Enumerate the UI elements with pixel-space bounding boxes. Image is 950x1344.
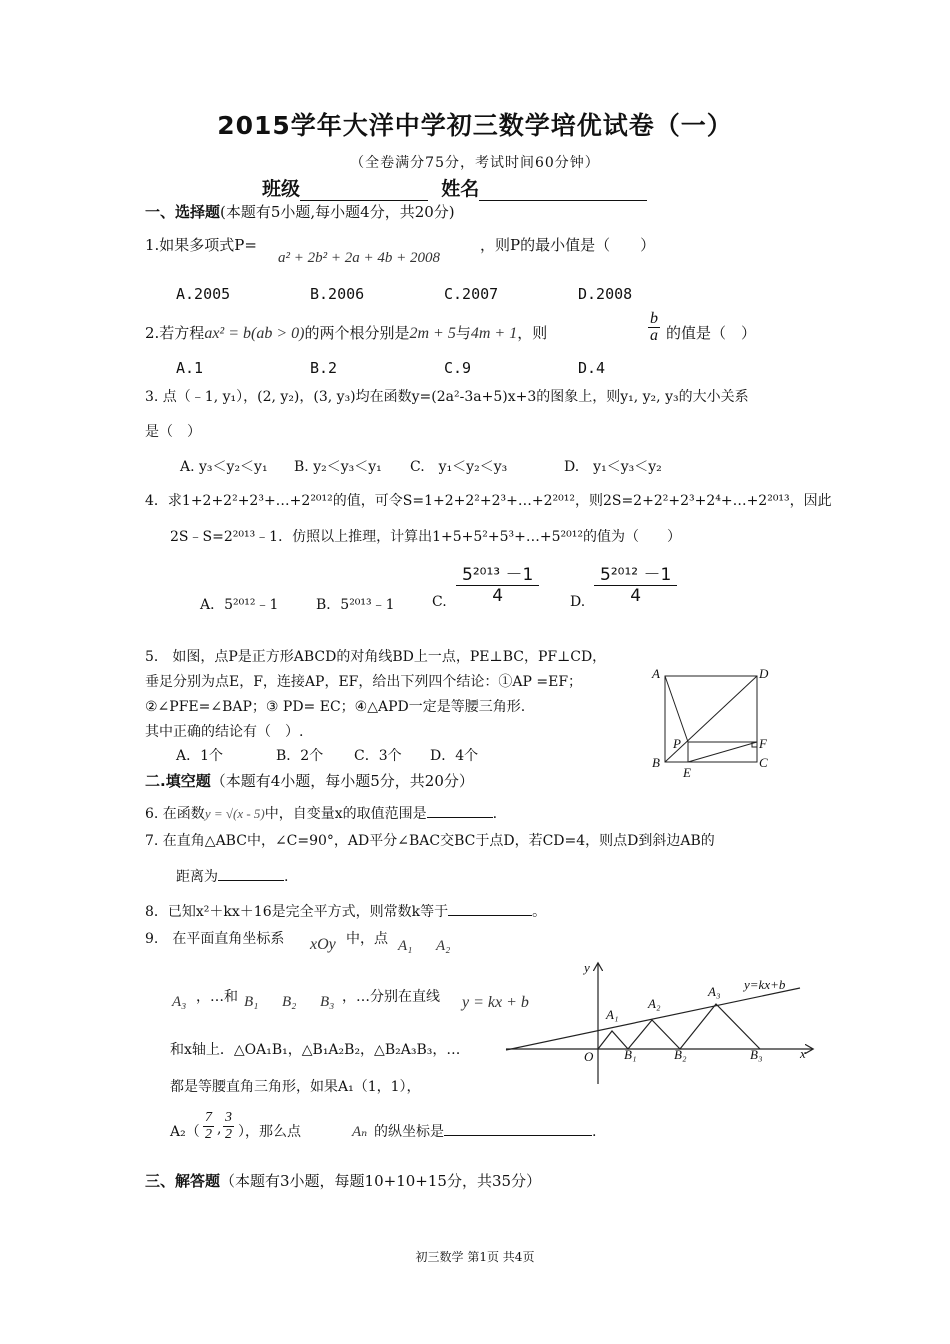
graph-label-b3: B₃ (750, 1047, 763, 1062)
q2-fraction: $\frac{b}{a}$ (650, 310, 658, 344)
q9-line-5: A₂（ (170, 1124, 200, 1140)
label-d: D (759, 666, 769, 681)
graph-label-b1: B₁ (624, 1047, 637, 1062)
question-2: 2.若方程ax² = b(ab > 0)的两个根分别是2m + 5与4m + 1，则 (145, 324, 548, 342)
q9-line-2b: ，…分别在直线 (342, 989, 440, 1005)
page-subtitle: （全卷满分75分，考试时间60分钟） (350, 155, 600, 171)
q5-line-4: 其中正确的结论有（ ）. (145, 724, 304, 740)
q3-option-a[interactable]: A. y₃＜y₂＜y₁ (180, 459, 268, 475)
q1-option-d[interactable]: D.2008 (578, 285, 633, 303)
q4-option-b[interactable]: B．5²⁰¹³﹣1 (316, 597, 395, 613)
name-label: 姓名 (441, 178, 480, 200)
q5-option-a[interactable]: A．1个 (176, 748, 224, 764)
label-p: P (673, 736, 681, 751)
graph-label-b2: B₂ (674, 1047, 687, 1062)
question-3: 3. 点（﹣1, y₁），(2, y₂)，(3, y₃)均在函数y=(2a²-3a+5)x+3的图象上，则y₁, y₂, y₃的大小关系 (145, 389, 749, 405)
q2-option-c[interactable]: C.9 (444, 359, 472, 377)
q5-options (176, 745, 478, 765)
graph-label-a2: A₂ (648, 996, 661, 1011)
q9-comma: , (217, 1121, 222, 1137)
page-footer: 初三数学 第1页 共4页 (415, 1250, 535, 1264)
q5-option-d[interactable]: D．4个 (430, 748, 479, 764)
q9-line-3: 和x轴上．△OA₁B₁，△B₁A₂B₂，△B₂A₃B₃，… (170, 1042, 461, 1058)
q6-answer-blank[interactable] (427, 817, 493, 818)
q9-fraction-2: $\frac{3}{2}$ (225, 1110, 232, 1142)
q9-a2: A₂ (436, 938, 451, 954)
q9-coordinate-graph (500, 958, 830, 1088)
q1-option-b[interactable]: B.2006 (310, 285, 365, 303)
q1-options (176, 285, 632, 303)
section-3-heading: 三、解答题（本题有3小题，每题10+10+15分，共35分） (145, 1172, 542, 1190)
q9-line-4: 都是等腰直角三角形，如果A₁（1，1）， (170, 1079, 421, 1095)
q8-answer-blank[interactable] (448, 915, 532, 916)
q9-line-5c: 的纵坐标是 . (374, 1124, 597, 1140)
q4-option-c[interactable]: 5²⁰¹³ －1 4 (456, 560, 539, 606)
q2-suffix: 的值是（ ） (666, 324, 757, 342)
label-f: F (759, 736, 767, 751)
question-6: 6. 在函数y = √(x - 5)中，自变量x的取值范围是 . (145, 806, 498, 822)
graph-label-x: x (800, 1046, 806, 1061)
q3-option-c[interactable]: C. y₁＜y₂＜y₃ (410, 459, 508, 475)
q5-option-b[interactable]: B．2个 (276, 748, 324, 764)
q1-suffix: ，则P的最小值是（ ） (480, 236, 656, 254)
graph-label-line: y=kx+b (744, 977, 786, 992)
class-field[interactable] (300, 182, 428, 201)
segment-ef (688, 742, 757, 762)
label-a: A (652, 666, 660, 681)
q9-line-1b: 中，点 (346, 931, 388, 947)
q5-option-c[interactable]: C．3个 (354, 748, 402, 764)
q2-root-2: 4m + 1 (470, 325, 518, 342)
label-b: B (652, 755, 660, 770)
q9-answer-blank[interactable] (444, 1135, 592, 1136)
q2-equation: ax² = b(ab > 0) (204, 325, 305, 342)
q2-root-1: 2m + 5 (409, 325, 456, 342)
q7-answer-blank[interactable] (218, 880, 284, 881)
q4-line-2: 2S﹣S=2²⁰¹³﹣1．仿照以上推理，计算出1+5+5²+5³+…+5²⁰¹²的值为（ ） (170, 529, 681, 545)
q5-line-2: 垂足分别为点E，F，连接AP，EF，给出下列四个结论：①AP =EF； (145, 674, 583, 690)
q3-line-2: 是（ ） (145, 424, 201, 440)
q1-option-a[interactable]: A.2005 (176, 285, 231, 303)
q2-options (176, 359, 605, 377)
q9-b2: B₂ (282, 994, 297, 1010)
section-1-heading: 一、选择题(本题有5小题,每小题4分，共20分) (145, 203, 455, 221)
q4-option-d[interactable]: 5²⁰¹² －1 4 (594, 560, 677, 606)
q5-line-3: ②∠PFE=∠BAP；③ PD= EC；④△APD一定是等腰三角形. (145, 699, 526, 715)
q7-line-2: 距离为 . (176, 869, 289, 885)
question-1: 1.如果多项式P= (145, 236, 257, 254)
q9-an: Aₙ (352, 1124, 368, 1140)
question-9: 9. 在平面直角坐标系 (145, 931, 285, 947)
name-field[interactable] (479, 182, 647, 201)
q9-xoy: xOy (310, 936, 336, 953)
q4-option-c-label[interactable]: C. (432, 594, 447, 610)
q9-line-equation: y = kx + b (462, 994, 529, 1011)
q2-option-b[interactable]: B.2 (310, 359, 338, 377)
q4-option-a[interactable]: A．5²⁰¹²﹣1 (200, 597, 279, 613)
graph-label-a1: A₁ (606, 1007, 619, 1022)
q9-line-5b: ），那么点 (238, 1124, 301, 1140)
triangle-chain (598, 1004, 760, 1049)
section-2-heading: 二.填空题（本题有4小题，每小题5分，共20分） (145, 772, 474, 790)
q6-expression: y = √(x - 5) (204, 806, 265, 821)
label-e: E (683, 765, 691, 780)
segment-ap (665, 676, 688, 742)
q4-option-d-label[interactable]: D. (570, 594, 586, 610)
student-info (262, 174, 647, 201)
q3-option-d[interactable]: D. y₁＜y₃＜y₂ (564, 459, 662, 475)
label-c: C (759, 755, 768, 770)
page-title: 2015学年大洋中学初三数学培优试卷（一） (217, 111, 733, 140)
q3-options (180, 456, 662, 476)
graph-label-a3: A₃ (708, 984, 721, 999)
q9-b3: B₃ (320, 994, 335, 1010)
class-label: 班级 (262, 178, 301, 200)
q2-option-a[interactable]: A.1 (176, 359, 204, 377)
q9-a3: A₃ (172, 994, 187, 1010)
q1-expression: a² + 2b² + 2a + 4b + 2008 (278, 250, 440, 266)
q2-option-d[interactable]: D.4 (578, 359, 606, 377)
q9-b1: B₁ (244, 994, 259, 1010)
question-8: 8．已知x²＋kx＋16是完全平方式，则常数k等于 。 (145, 904, 547, 920)
graph-label-o: O (584, 1049, 594, 1064)
q9-he: ，…和 (196, 989, 238, 1005)
q9-a1: A₁ (398, 938, 413, 954)
question-4: 4．求1+2+2²+2³+…+2²⁰¹²的值，可令S=1+2+2²+2³+…+2²⁰¹²，则2S=2+2²+2³+2⁴+…+2²⁰¹³，因此 (145, 493, 832, 509)
q3-option-b[interactable]: B. y₂＜y₃＜y₁ (294, 459, 382, 475)
q1-option-c[interactable]: C.2007 (444, 285, 499, 303)
square-figure (650, 664, 780, 784)
graph-label-y: y (584, 960, 590, 975)
question-7: 7. 在直角△ABC中，∠C=90°，AD平分∠BAC交BC于点D，若CD=4，则点D到斜边AB的 (145, 833, 715, 849)
question-5: 5． 如图，点P是正方形ABCD的对角线BD上一点，PE⊥BC，PF⊥CD， (145, 649, 607, 665)
q9-fraction-1: $\frac{7}{2}$ (205, 1110, 212, 1142)
